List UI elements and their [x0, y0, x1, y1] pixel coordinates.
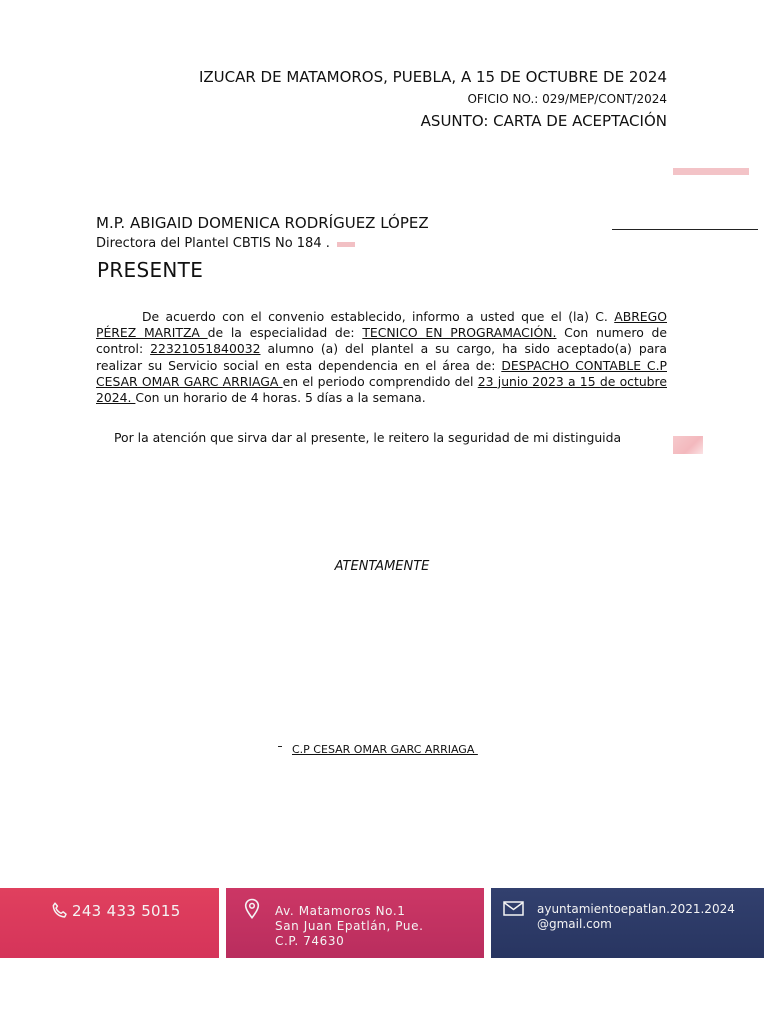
- city-date: IZUCAR DE MATAMOROS, PUEBLA, A 15 DE OCTUBRE DE 2024: [198, 68, 667, 86]
- email-line: @gmail.com: [537, 917, 612, 931]
- student-name: ABREGO PÉREZ MARITZA: [96, 309, 667, 341]
- body-text-6: Con un horario de 4 horas. 5 días a la semana.: [135, 390, 426, 406]
- footer-email: [491, 888, 764, 958]
- stamp-mark-side: [673, 436, 703, 454]
- recipient-name: M.P. ABIGAID DOMENICA RODRÍGUEZ LÓPEZ: [96, 214, 429, 232]
- service-area: DESPACHO CONTABLE C.P CESAR OMAR GARC ARRIAGA: [96, 357, 667, 389]
- body-text-2: de la especialidad de:: [207, 325, 363, 341]
- body-text-5: en el periodo comprendido del: [282, 373, 478, 389]
- letter-body: [96, 309, 667, 406]
- address-block: [275, 904, 424, 949]
- body-text-3: Con numero de control:: [96, 325, 667, 357]
- address-line: C.P. 74630: [275, 934, 345, 948]
- footer-phone: [0, 888, 219, 958]
- signer-name: C.P CESAR OMAR GARC ARRIAGA: [292, 743, 478, 756]
- signature-line: [612, 229, 758, 230]
- location-pin-icon: [243, 898, 261, 920]
- address-line: San Juan Epatlán, Pue.: [275, 919, 424, 933]
- recipient-position: Directora del Plantel CBTIS No 184 .: [96, 236, 330, 251]
- footer-address: [226, 888, 484, 958]
- email-address: [537, 902, 735, 932]
- phone-icon: [49, 900, 71, 922]
- service-period: 23 junio 2023 a 15 de octubre 2024.: [96, 373, 667, 406]
- signature-dash: [278, 746, 282, 747]
- body-text-4: alumno (a) del plantel a su cargo, ha sido aceptado(a) para realizar su Servicio social en esta dependencia en el área de:: [96, 341, 667, 373]
- mail-icon: [503, 901, 524, 916]
- salutation: ATENTAMENTE: [334, 559, 430, 574]
- stamp-mark: [673, 168, 749, 175]
- subject-line: ASUNTO: CARTA DE ACEPTACIÓN: [420, 112, 667, 130]
- email-line: ayuntamientoepatlan.2021.2024: [537, 902, 735, 916]
- stamp-mark-small: [337, 242, 355, 247]
- control-number: 22321051840032: [150, 341, 261, 357]
- specialty: TECNICO EN PROGRAMACIÓN.: [362, 325, 557, 341]
- body-text-1: De acuerdo con el convenio establecido, informo a usted que el (la) C.: [142, 309, 615, 324]
- greeting: PRESENTE: [97, 258, 204, 282]
- address-line: Av. Matamoros No.1: [275, 904, 406, 918]
- closing-sentence: Por la atención que sirva dar al presente, le reitero la seguridad de mi distinguida: [114, 430, 622, 445]
- phone-number: 243 433 5015: [72, 902, 181, 920]
- oficio-number: OFICIO NO.: 029/MEP/CONT/2024: [467, 92, 667, 106]
